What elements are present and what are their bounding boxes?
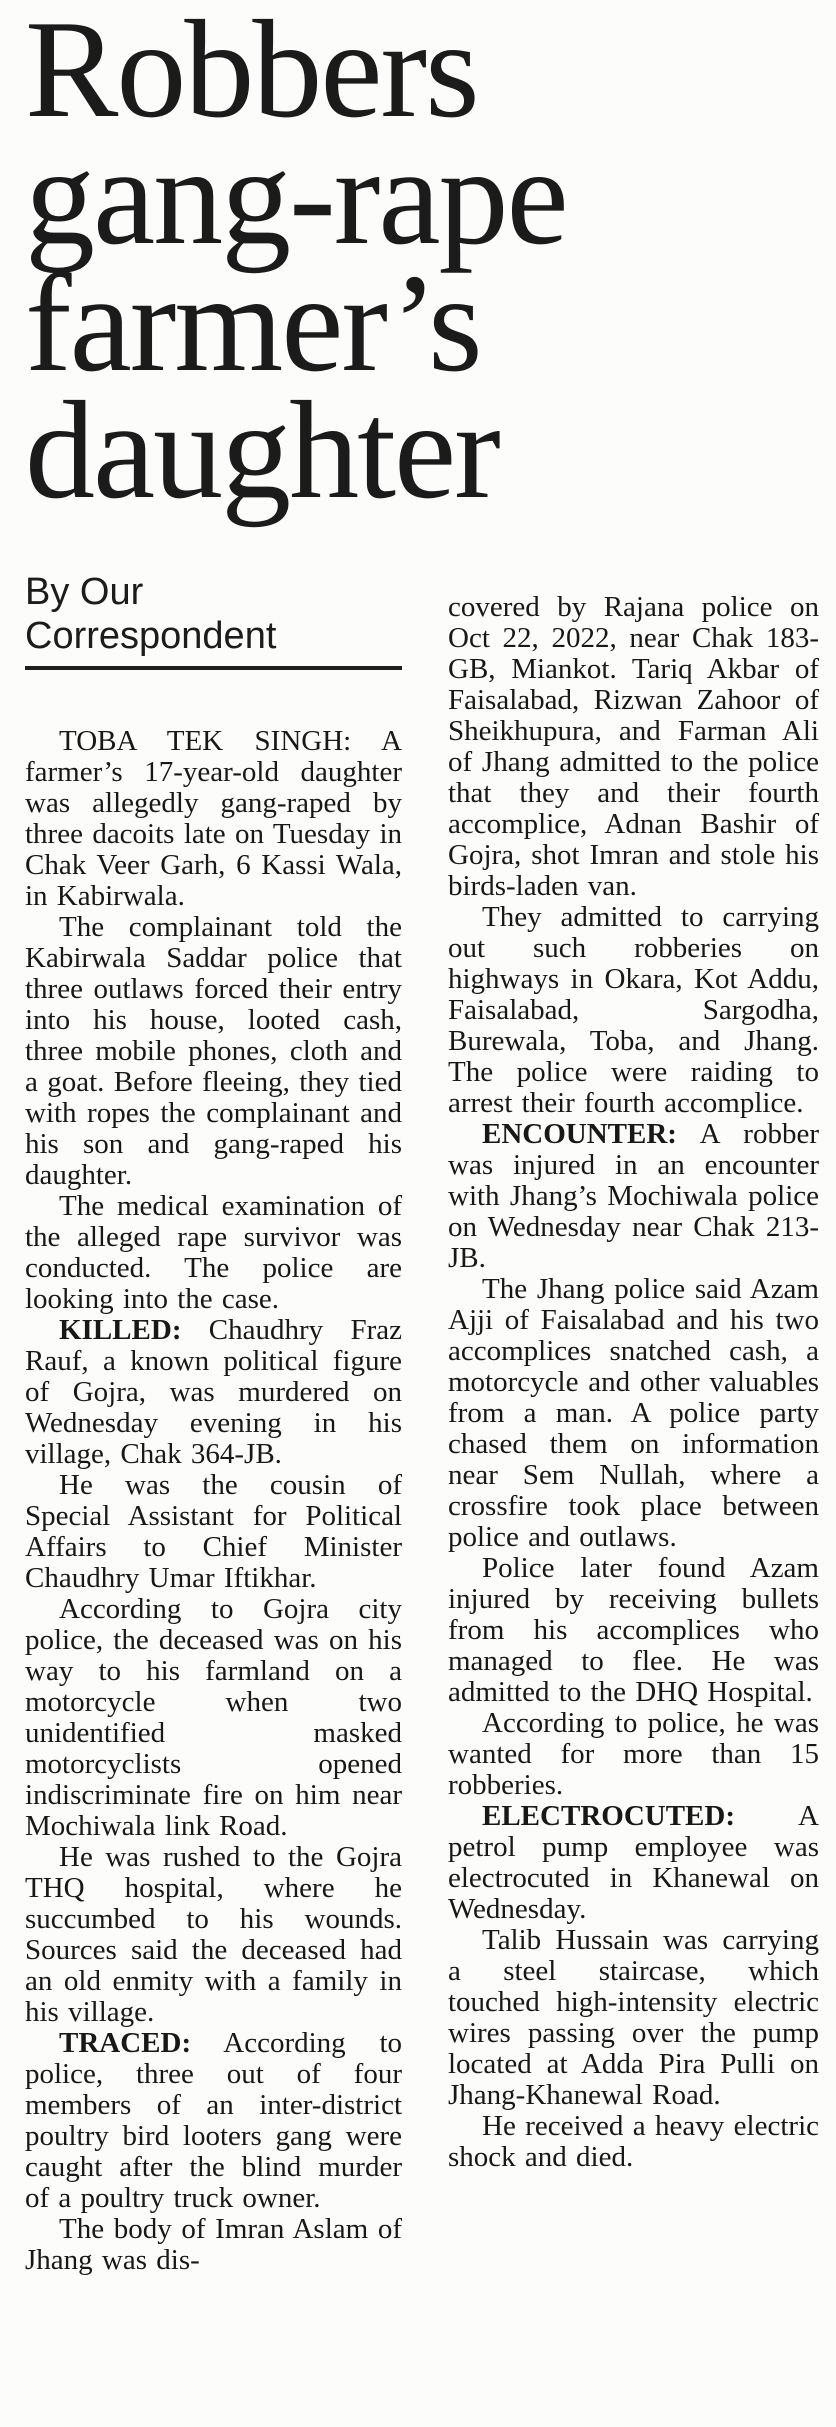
paragraph-text: A petrol pump employee was electrocuted in Khanewal on Wednesday. [448, 1800, 819, 1925]
paragraph [25, 1191, 402, 1315]
paragraph [448, 1708, 819, 1801]
paragraph [448, 1801, 819, 1925]
paragraph-text: The body of Imran Aslam of Jhang was dis- [25, 2213, 402, 2276]
paragraph [25, 2028, 402, 2214]
section-label-electrocuted: ELECTROCUTED: [482, 1800, 735, 1832]
paragraph [25, 1842, 402, 2028]
paragraph [448, 2111, 819, 2173]
paragraph-text: According to police, he was wanted for more than 15 robberies. [448, 1707, 819, 1801]
paragraph [25, 912, 402, 1191]
paragraph-text: Talib Hussain was carrying a steel staircase, which touched high-intensity electric wires passing over the pump located at Adda Pira Pulli on Jhang-Khanewal Road. [448, 1924, 819, 2111]
paragraph-text: covered by Rajana police on Oct 22, 2022, near Chak 183-GB, Miankot. Tariq Akbar of Faisalabad, Rizwan Zahoor of Sheikhupura, and Farman Ali of Jhang admitted to the police that they and their fourth accomplice, Adnan Bashir of Gojra, shot Imran and stole his birds-laden van. [448, 591, 819, 902]
paragraph [448, 902, 819, 1119]
byline-text: By Our Correspondent [25, 571, 277, 657]
paragraph [448, 1553, 819, 1708]
paragraph [448, 1925, 819, 2111]
paragraph-text: Chaudhry Fraz Rauf, a known political figure of Gojra, was murdered on Wednesday evening in his village, Chak 364-JB. [25, 1314, 402, 1470]
paragraph [25, 1315, 402, 1470]
paragraph-text: TOBA TEK SINGH: A farmer’s 17-year-old daughter was allegedly gang-raped by three dacoits late on Tuesday in Chak Veer Garh, 6 Kassi Wala, in Kabirwala. [25, 725, 402, 912]
paragraph-text: According to Gojra city police, the deceased was on his way to his farmland on a motorcycle when two unidentified masked motorcyclists opened indiscriminate fire on him near Mochiwala link Road. [25, 1593, 402, 1842]
column-left-body [25, 726, 402, 2276]
section-label-traced: TRACED: [59, 2027, 192, 2059]
paragraph [25, 726, 402, 912]
headline: Robbers gang-rape farmer’s daughter [25, 0, 567, 528]
paragraph-text: The medical examination of the alleged rape survivor was conducted. The police are looking into the case. [25, 1190, 402, 1315]
paragraph [25, 1594, 402, 1842]
paragraph-text: A robber was injured in an encounter with Jhang’s Mochiwala police on Wednesday near Chak 213-JB. [448, 1118, 819, 1274]
paragraph-text: He was the cousin of Special Assistant for Political Affairs to Chief Minister Chaudhry Umar Iftikhar. [25, 1469, 402, 1594]
column-right [448, 570, 819, 2276]
article-columns [25, 570, 836, 2276]
paragraph [448, 1274, 819, 1553]
paragraph-text: The Jhang police said Azam Ajji of Faisalabad and his two accomplices snatched cash, a motorcycle and other valuables from a man. A police party chased them on information near Sem Nullah, where a crossfire took place between police and outlaws. [448, 1273, 819, 1553]
paragraph-text: He received a heavy electric shock and died. [448, 2110, 819, 2173]
section-label-encounter: ENCOUNTER: [482, 1118, 677, 1150]
paragraph-text: He was rushed to the Gojra THQ hospital, where he succumbed to his wounds. Sources said the deceased had an old enmity with a family in his village. [25, 1841, 402, 2028]
paragraph-text: The complainant told the Kabirwala Saddar police that three outlaws forced their entry into his house, looted cash, three mobile phones, cloth and a goat. Before fleeing, they tied with ropes the complainant and his son and gang-raped his daughter. [25, 911, 402, 1191]
paragraph-text: Police later found Azam injured by receiving bullets from his accomplices who managed to flee. He was admitted to the DHQ Hospital. [448, 1552, 819, 1708]
paragraph [448, 592, 819, 902]
column-left [25, 570, 402, 2276]
section-label-killed: KILLED: [59, 1314, 182, 1346]
paragraph [448, 1119, 819, 1274]
paragraph [25, 1470, 402, 1594]
paragraph [25, 2214, 402, 2276]
paragraph-text: They admitted to carrying out such robberies on highways in Okara, Kot Addu, Faisalabad, Sargodha, Burewala, Toba, and Jhang. The police were raiding to arrest their fourth accomplice. [448, 901, 819, 1119]
paragraph-text: According to police, three out of four members of an inter-district poultry bird looters gang were caught after the blind murder of a poultry truck owner. [25, 2027, 402, 2214]
byline [25, 570, 402, 670]
